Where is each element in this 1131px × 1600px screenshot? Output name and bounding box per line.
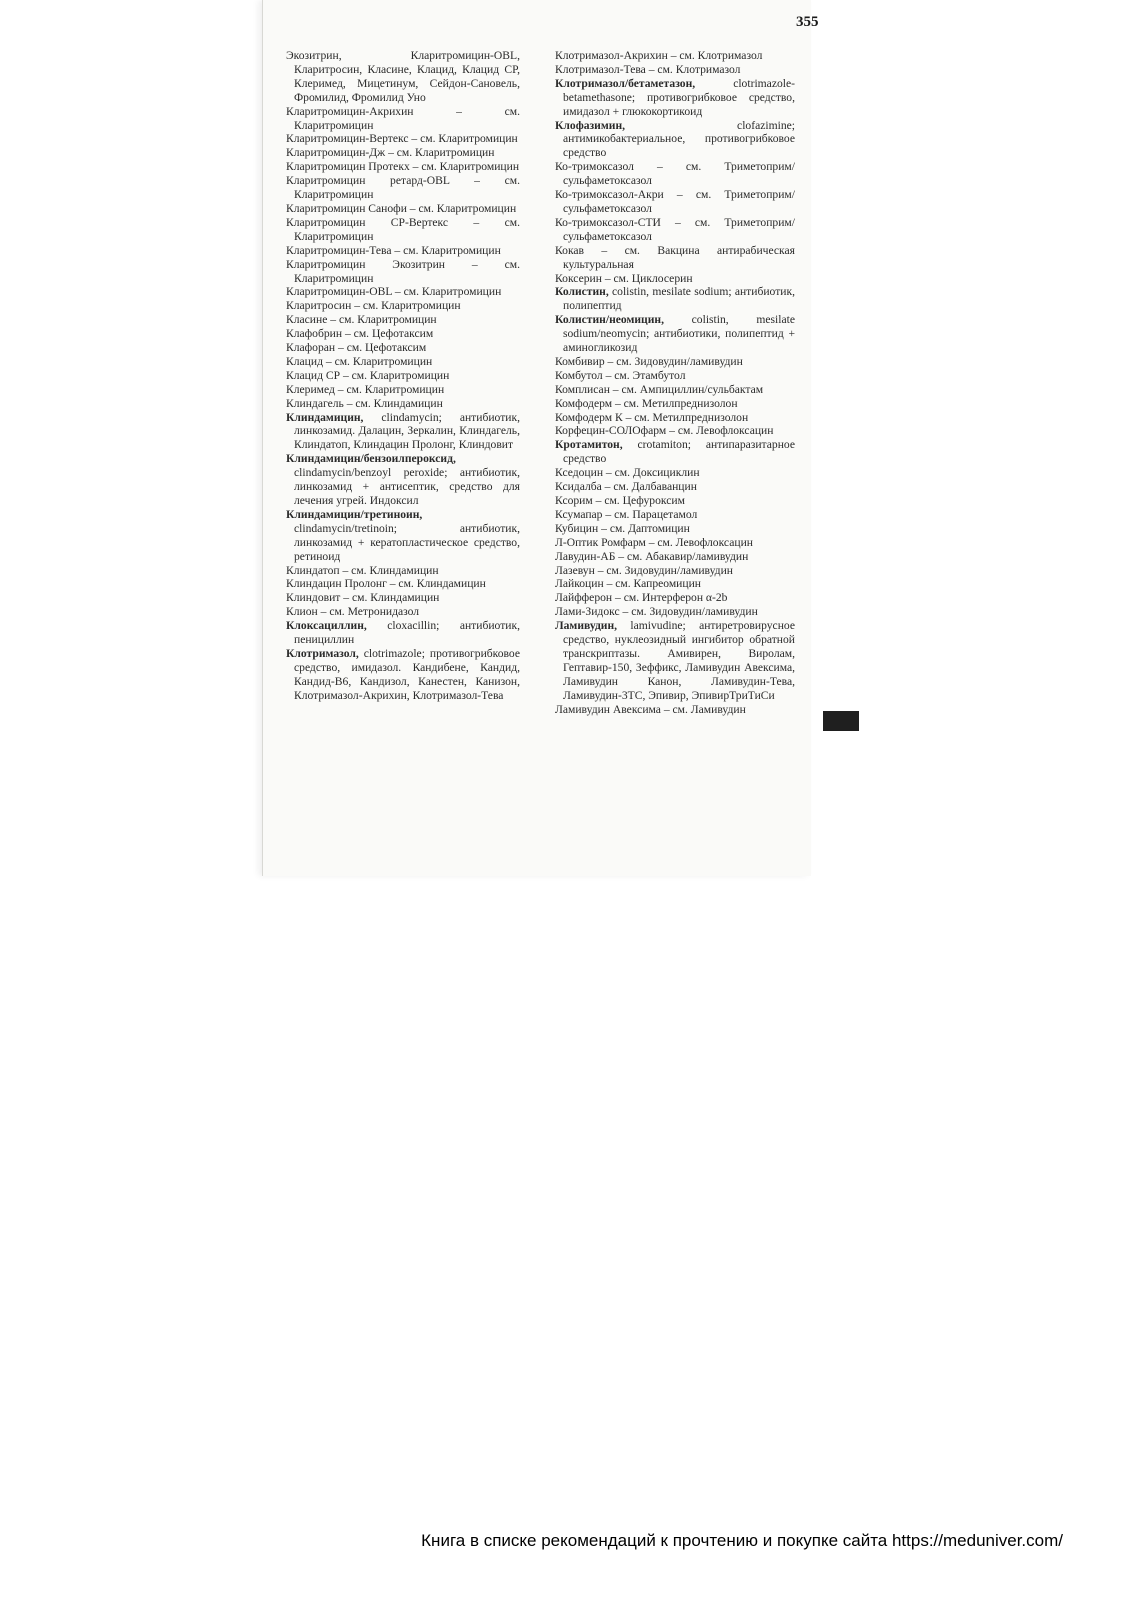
entry-text: Кларитромицин-OBL – см. Кларитромицин [286, 285, 502, 299]
entry-text: Ламивудин Авексима – см. Ламивудин [555, 702, 746, 716]
dictionary-entry [555, 591, 795, 605]
entry-text: Лами-Зидокс – см. Зидовудин/ламивудин [555, 605, 758, 619]
entry-text: Клиндагель – см. Клиндамицин [286, 396, 443, 410]
entry-text: Комбутол – см. Этамбутол [555, 368, 686, 382]
dictionary-entry [286, 647, 520, 703]
dictionary-entry [555, 494, 795, 508]
dictionary-entry [286, 258, 520, 286]
entry-text: Клотримазол-Акрихин – см. Клотримазол [555, 49, 763, 62]
entry-text: Клиндовит – см. Клиндамицин [286, 591, 440, 605]
entry-text: Кокав – см. Вакцина антирабическая культуральная [555, 243, 795, 271]
dictionary-entry [555, 272, 795, 286]
dictionary-entry [286, 341, 520, 355]
dictionary-entry [555, 536, 795, 550]
entry-text: Лайфферон – см. Интерферон α-2b [555, 591, 728, 605]
entry-text: crotamiton; антипаразитарное средство [563, 438, 795, 466]
entry-text: clotrimazole; противогрибковое средство, имидазол. Кандибене, Кандид, Кандид-В6, Кандизол, Канестен, Канизон, Клотримазол-Акрихин, Клотримазол-Тева [294, 646, 520, 702]
dictionary-entry [286, 299, 520, 313]
dictionary-entry [286, 132, 520, 146]
dictionary-entry [286, 146, 520, 160]
dictionary-entry [286, 411, 520, 453]
dictionary-entry [555, 244, 795, 272]
entry-term: Клиндамицин/третиноин, [286, 507, 423, 521]
entry-text: Экозитрин, Кларитромицин-OBL, Кларитросин, Класине, Клацид, Клацид СР, Клеримед, Мицетинум, Сейдон-Сановель, Фромилид, Фромилид Уно [286, 49, 520, 104]
entry-text: Кларитромицин-Дж – см. Кларитромицин [286, 146, 495, 160]
dictionary-entry [555, 383, 795, 397]
entry-term: Ламивудин, [555, 619, 618, 633]
entry-term: Клоксациллин, [286, 619, 367, 633]
entry-text: Клацид – см. Кларитромицин [286, 354, 433, 368]
entry-text: Клафобрин – см. Цефотаксим [286, 327, 434, 341]
entry-text: Комплисан – см. Ампициллин/сульбактам [555, 382, 764, 396]
dictionary-entry [286, 605, 520, 619]
entry-text: Клеримед – см. Кларитромицин [286, 382, 445, 396]
entry-text: Корфецин-СОЛОфарм – см. Левофлоксацин [555, 424, 774, 438]
dictionary-entry [555, 605, 795, 619]
entry-text: Кларитромицин ретард-OBL – см. Кларитромицин [286, 174, 520, 202]
entry-text: Клион – см. Метронидазол [286, 605, 420, 619]
entry-text: clofazimine; антимикобактериальное, противогрибковое средство [563, 118, 795, 160]
dictionary-entry [555, 119, 795, 161]
entry-term: Клиндамицин, [286, 410, 364, 424]
entry-term: Клотримазол, [286, 646, 359, 660]
entry-term: Колистин, [555, 285, 609, 299]
dictionary-entry [555, 160, 795, 188]
dictionary-entry [555, 285, 795, 313]
entry-text: clindamycin/benzoyl peroxide; антибиотик, линкозамид + антисептик, средство для лечения угрей. Индоксил [294, 466, 520, 507]
dictionary-entry [555, 77, 795, 119]
dictionary-entry [286, 397, 520, 411]
dictionary-entry [555, 550, 795, 564]
entry-term: Колистин/неомицин, [555, 313, 664, 327]
entry-text: Класине – см. Кларитромицин [286, 313, 437, 327]
entry-text: Кларитросин – см. Кларитромицин [286, 299, 461, 313]
dictionary-entry [286, 564, 520, 578]
entry-text: Клафоран – см. Цефотаксим [286, 341, 427, 355]
dictionary-entry [555, 397, 795, 411]
entry-text: Кларитромицин-Вертекс – см. Кларитромицин [286, 132, 518, 146]
dictionary-entry [555, 313, 795, 355]
entry-text: Лайкоцин – см. Капреомицин [555, 577, 701, 591]
entry-text: Кларитромицин Экозитрин – см. Кларитромицин [286, 257, 520, 285]
dictionary-entry [555, 703, 795, 717]
entry-text: cloxacillin; антибиотик, пенициллин [294, 619, 520, 647]
dictionary-entry [555, 619, 795, 702]
entry-text: Ко-тримоксазол – см. Триметоприм/сульфаметоксазол [555, 160, 795, 188]
dictionary-entry [286, 49, 520, 105]
entry-text: colistin, mesilate sodium; антибиотик, полипептид [563, 285, 795, 313]
dictionary-entry [555, 480, 795, 494]
dictionary-entry [286, 327, 520, 341]
dictionary-entry [555, 466, 795, 480]
entry-term: Клиндамицин/бензоилпероксид, [286, 452, 456, 466]
entry-text: Клотримазол-Тева – см. Клотримазол [555, 62, 741, 76]
entry-text: Клацид СР – см. Кларитромицин [286, 368, 450, 382]
dictionary-entry [555, 508, 795, 522]
dictionary-entry [286, 244, 520, 258]
entry-text: Клиндацин Пролонг – см. Клиндамицин [286, 577, 486, 591]
dictionary-entry [555, 438, 795, 466]
entry-text: Лавудин-АБ – см. Абакавир/ламивудин [555, 549, 749, 563]
entry-text: Кларитромицин СР-Вертекс – см. Кларитромицин [286, 215, 520, 243]
dictionary-entry [555, 49, 795, 63]
entry-term: Кротамитон, [555, 438, 623, 452]
dictionary-entry [555, 369, 795, 383]
entry-text: Комфодерм – см. Метилпреднизолон [555, 396, 738, 410]
entry-text: Кларитромицин Протекх – см. Кларитромицин [286, 160, 520, 174]
dictionary-entry [555, 63, 795, 77]
entry-text: Кларитромицин-Тева – см. Кларитромицин [286, 243, 501, 257]
right-column [555, 49, 795, 717]
entry-term: Клофазимин, [555, 118, 626, 132]
entry-text: Ко-тримоксазол-СТИ – см. Триметоприм/сульфаметоксазол [555, 215, 795, 243]
dictionary-entry [286, 577, 520, 591]
entry-text: clotrimazole-betamethasone; противогрибковое средство, имидазол + глюкокортикоид [563, 76, 795, 118]
entry-text: Лазевун – см. Зидовудин/ламивудин [555, 563, 733, 577]
dictionary-entry [286, 452, 520, 508]
dictionary-entry [555, 188, 795, 216]
dictionary-entry [286, 174, 520, 202]
dictionary-entry [286, 105, 520, 133]
dictionary-entry [555, 411, 795, 425]
page-number: 355 [796, 14, 819, 30]
dictionary-entry [555, 564, 795, 578]
dictionary-entry [555, 216, 795, 244]
entry-text: Ксумапар – см. Парацетамол [555, 507, 698, 521]
entry-text: Кларитромицин-Акрихин – см. Кларитромицин [286, 104, 520, 132]
entry-text: lamivudine; антиретровирусное средство, нуклеозидный ингибитор обратной транскриптазы. Амивирен, Виролам, Гептавир-150, Зеффикс, Ламивудин Авексима, Ламивудин Канон, Ламивудин-Тева, Ламивудин-3ТС, Эпивир, ЭпивирТриТиСи [563, 619, 795, 702]
entry-text: Кларитромицин Санофи – см. Кларитромицин [286, 201, 517, 215]
entry-text: clindamycin; антибиотик, линкозамид. Далацин, Зеркалин, Клиндагель, Клиндатоп, Клиндацин Пролонг, Клиндовит [294, 410, 520, 452]
entry-text: Л-Оптик Ромфарм – см. Левофлоксацин [555, 535, 753, 549]
dictionary-entry [286, 508, 520, 564]
entry-text: Ко-тримоксазол-Акри – см. Триметоприм/сульфаметоксазол [555, 188, 795, 215]
dictionary-entry [286, 591, 520, 605]
entry-text: Кседоцин – см. Доксициклин [555, 466, 700, 480]
dictionary-entry [555, 424, 795, 438]
dictionary-entry [286, 369, 520, 383]
entry-text: Ксорим – см. Цефуроксим [555, 494, 685, 507]
dictionary-entry [555, 522, 795, 536]
entry-text: Комбивир – см. Зидовудин/ламивудин [555, 354, 743, 368]
dictionary-entry [555, 577, 795, 591]
dictionary-entry [286, 216, 520, 244]
dictionary-entry [286, 160, 520, 174]
entry-text: Ксидалба – см. Далбаванцин [555, 480, 697, 494]
entry-text: clindamycin/tretinoin; антибиотик, линкозамид + кератопластическое средство, ретиноид [294, 521, 520, 563]
entry-term: Клотримазол/бетаметазон, [555, 76, 696, 90]
thumb-index-tab [823, 711, 859, 731]
dictionary-entry [286, 313, 520, 327]
left-column [286, 49, 520, 703]
dictionary-entry [286, 383, 520, 397]
footer-note: Книга в списке рекомендаций к прочтению и покупке сайта https://meduniver.com/ [421, 1531, 1063, 1550]
dictionary-entry [286, 619, 520, 647]
entry-text: Клиндатоп – см. Клиндамицин [286, 563, 439, 577]
entry-text: Коксерин – см. Циклосерин [555, 271, 693, 285]
dictionary-entry [555, 355, 795, 369]
dictionary-entry [286, 355, 520, 369]
entry-text: Кубицин – см. Даптомицин [555, 521, 690, 535]
entry-text: colistin, mesilate sodium/neomycin; антибиотики, полипептид + аминогликозид [563, 313, 795, 355]
entry-text: Комфодерм К – см. Метилпреднизолон [555, 410, 749, 424]
dictionary-entry [286, 202, 520, 216]
dictionary-entry [286, 285, 520, 299]
